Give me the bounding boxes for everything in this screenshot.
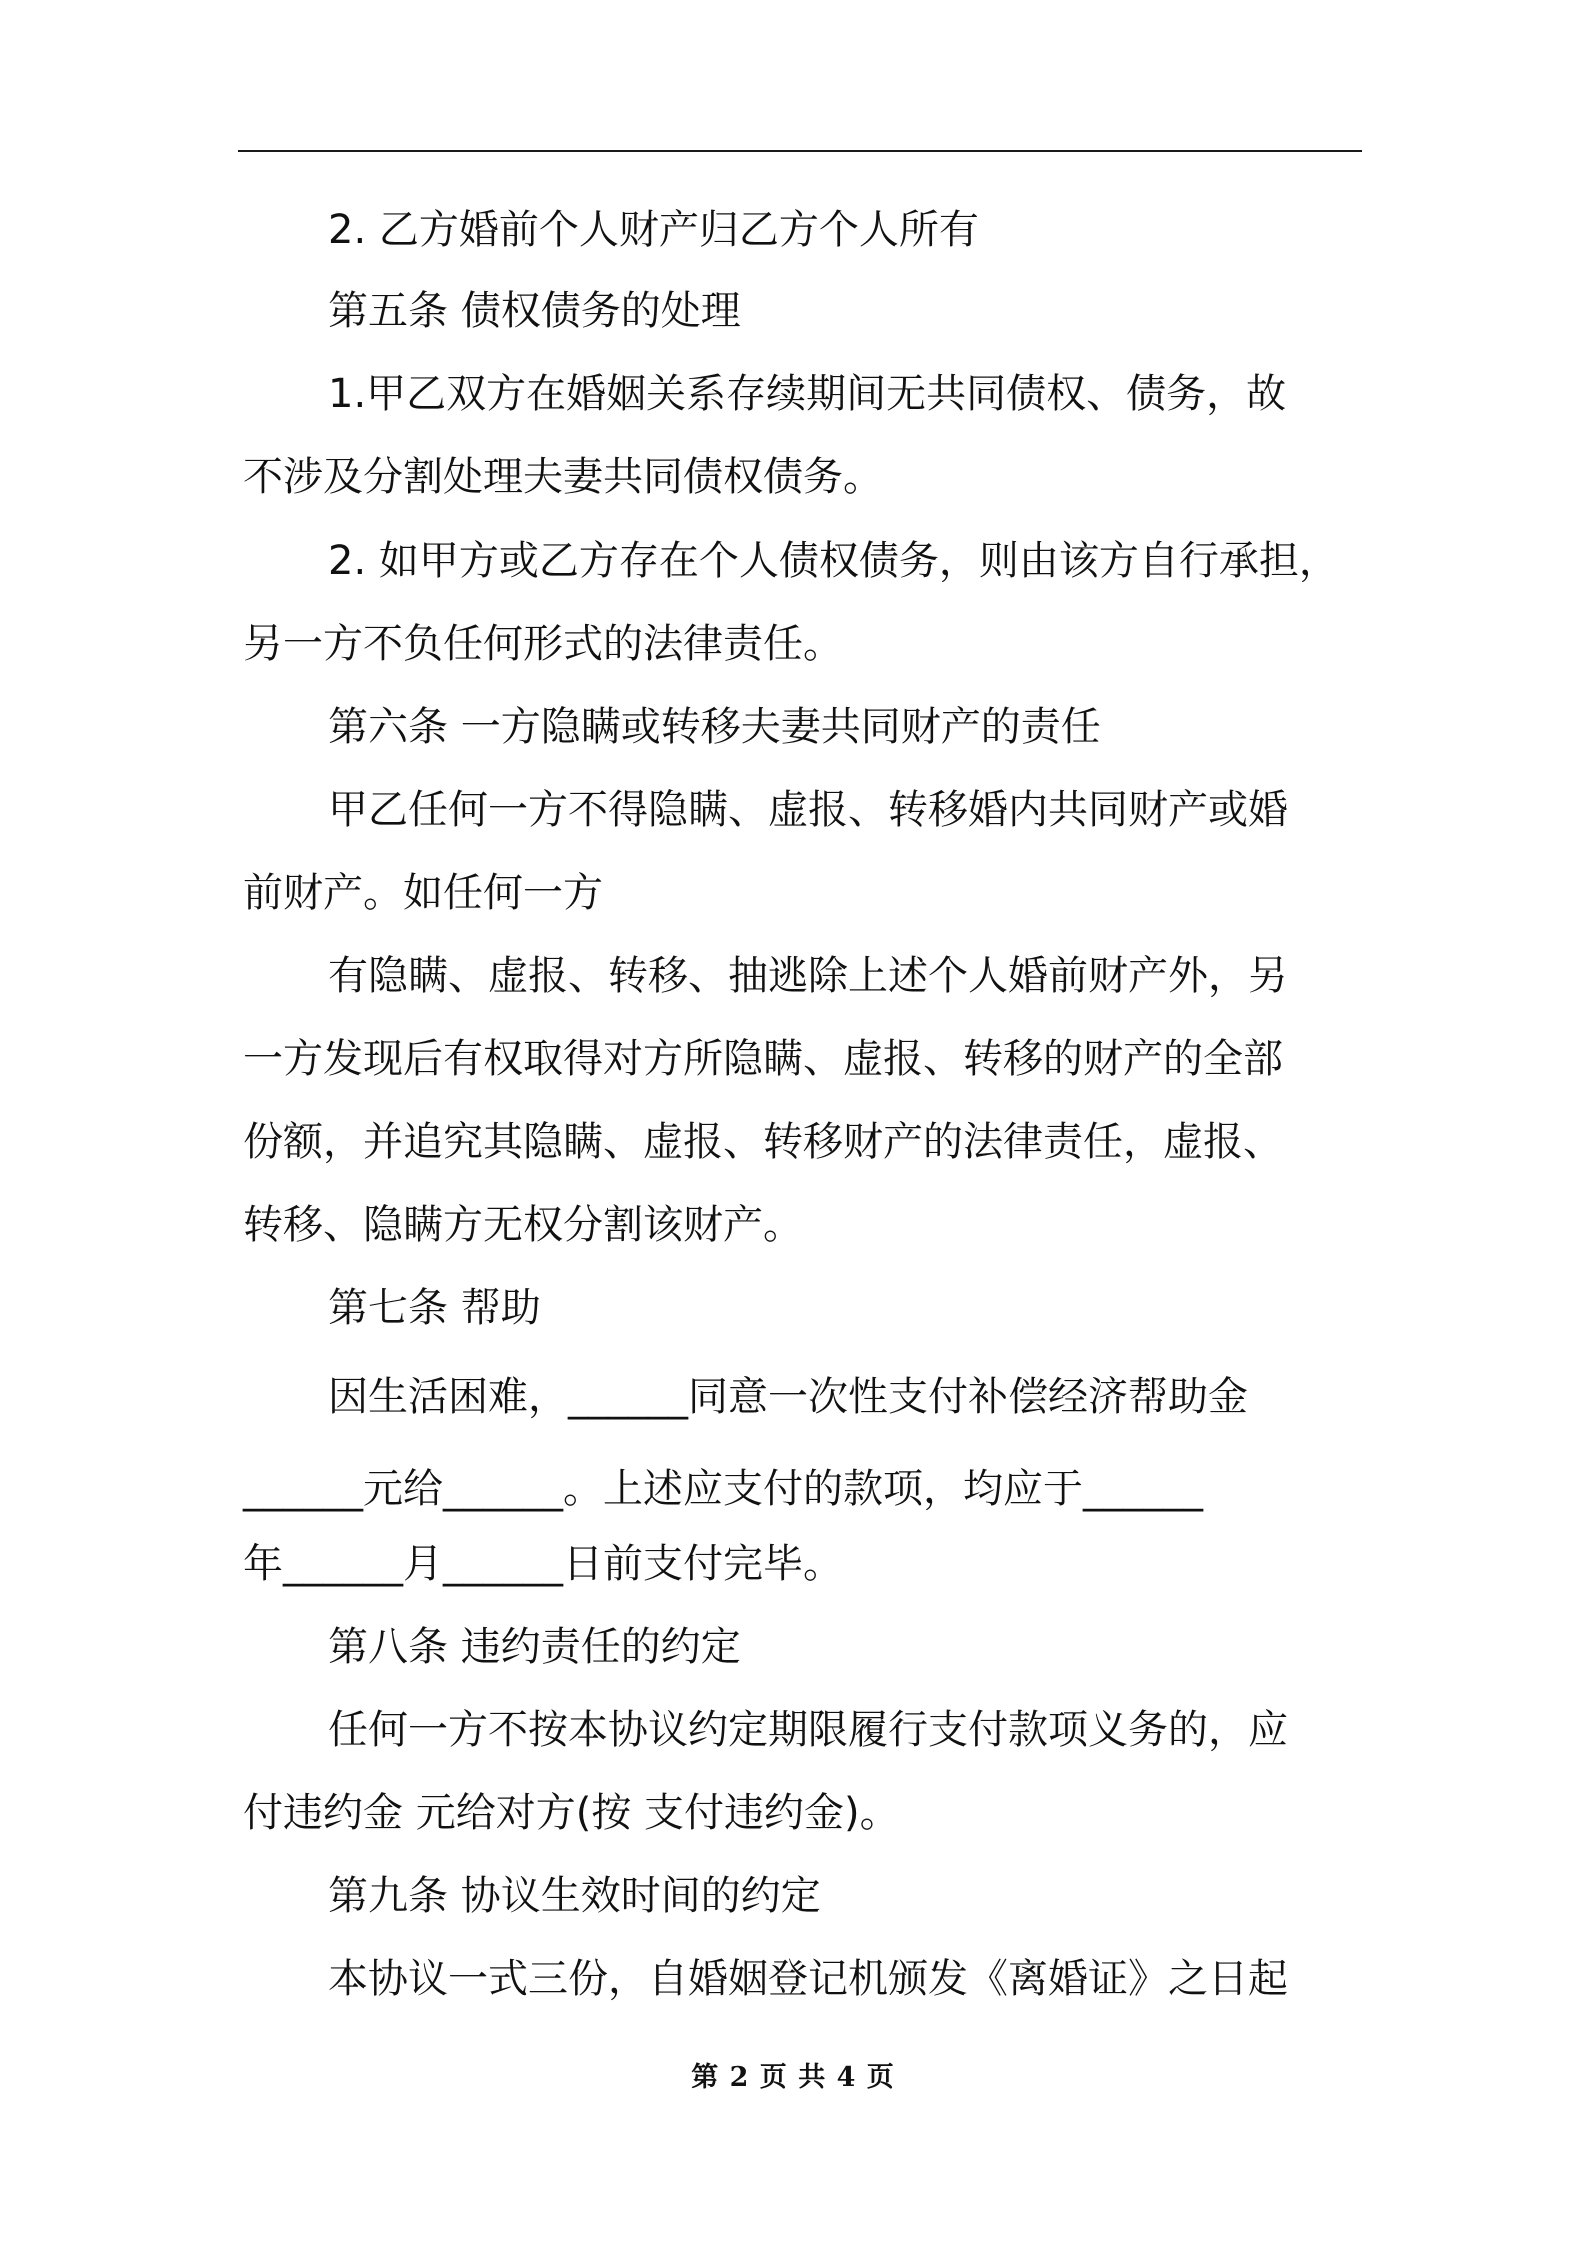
text-line: 一方发现后有权取得对方所隐瞒、虚报、转移的财产的全部 xyxy=(243,1036,1283,1082)
text-line: 有隐瞒、虚报、转移、抽逃除上述个人婚前财产外，另 xyxy=(328,953,1288,999)
text-line: 1.甲乙双方在婚姻关系存续期间无共同债权、债务，故 xyxy=(328,371,1287,417)
text-line: 因生活困难，______同意一次性支付补偿经济帮助金 xyxy=(328,1374,1248,1420)
text-line: 份额，并追究其隐瞒、虚报、转移财产的法律责任，虚报、 xyxy=(243,1119,1283,1165)
section-heading: 第七条 帮助 xyxy=(328,1285,541,1331)
section-heading: 第八条 违约责任的约定 xyxy=(328,1624,741,1670)
text-line: 转移、隐瞒方无权分割该财产。 xyxy=(243,1202,803,1248)
text-line: ______元给______。上述应支付的款项，均应于______ xyxy=(243,1466,1203,1512)
text-line: 2. 如甲方或乙方存在个人债权债务，则由该方自行承担， xyxy=(328,538,1339,584)
text-line: 不涉及分割处理夫妻共同债权债务。 xyxy=(243,454,883,500)
page-number-footer: 第 2 页 共 4 页 xyxy=(691,2062,895,2093)
header-rule xyxy=(238,150,1362,152)
text-line: 任何一方不按本协议约定期限履行支付款项义务的，应 xyxy=(328,1707,1288,1753)
text-line: 另一方不负任何形式的法律责任。 xyxy=(243,621,843,667)
text-line: 前财产。如任何一方 xyxy=(243,870,603,916)
section-heading: 第五条 债权债务的处理 xyxy=(328,288,741,334)
text-line: 付违约金 元给对方(按 支付违约金)。 xyxy=(243,1790,900,1836)
text-line: 本协议一式三份，自婚姻登记机颁发《离婚证》之日起 xyxy=(328,1956,1288,2002)
text-line: 年______月______日前支付完毕。 xyxy=(243,1541,843,1587)
section-heading: 第六条 一方隐瞒或转移夫妻共同财产的责任 xyxy=(328,704,1101,750)
section-heading: 第九条 协议生效时间的约定 xyxy=(328,1873,821,1919)
text-line: 甲乙任何一方不得隐瞒、虚报、转移婚内共同财产或婚 xyxy=(328,787,1288,833)
text-line: 2. 乙方婚前个人财产归乙方个人所有 xyxy=(328,207,979,253)
